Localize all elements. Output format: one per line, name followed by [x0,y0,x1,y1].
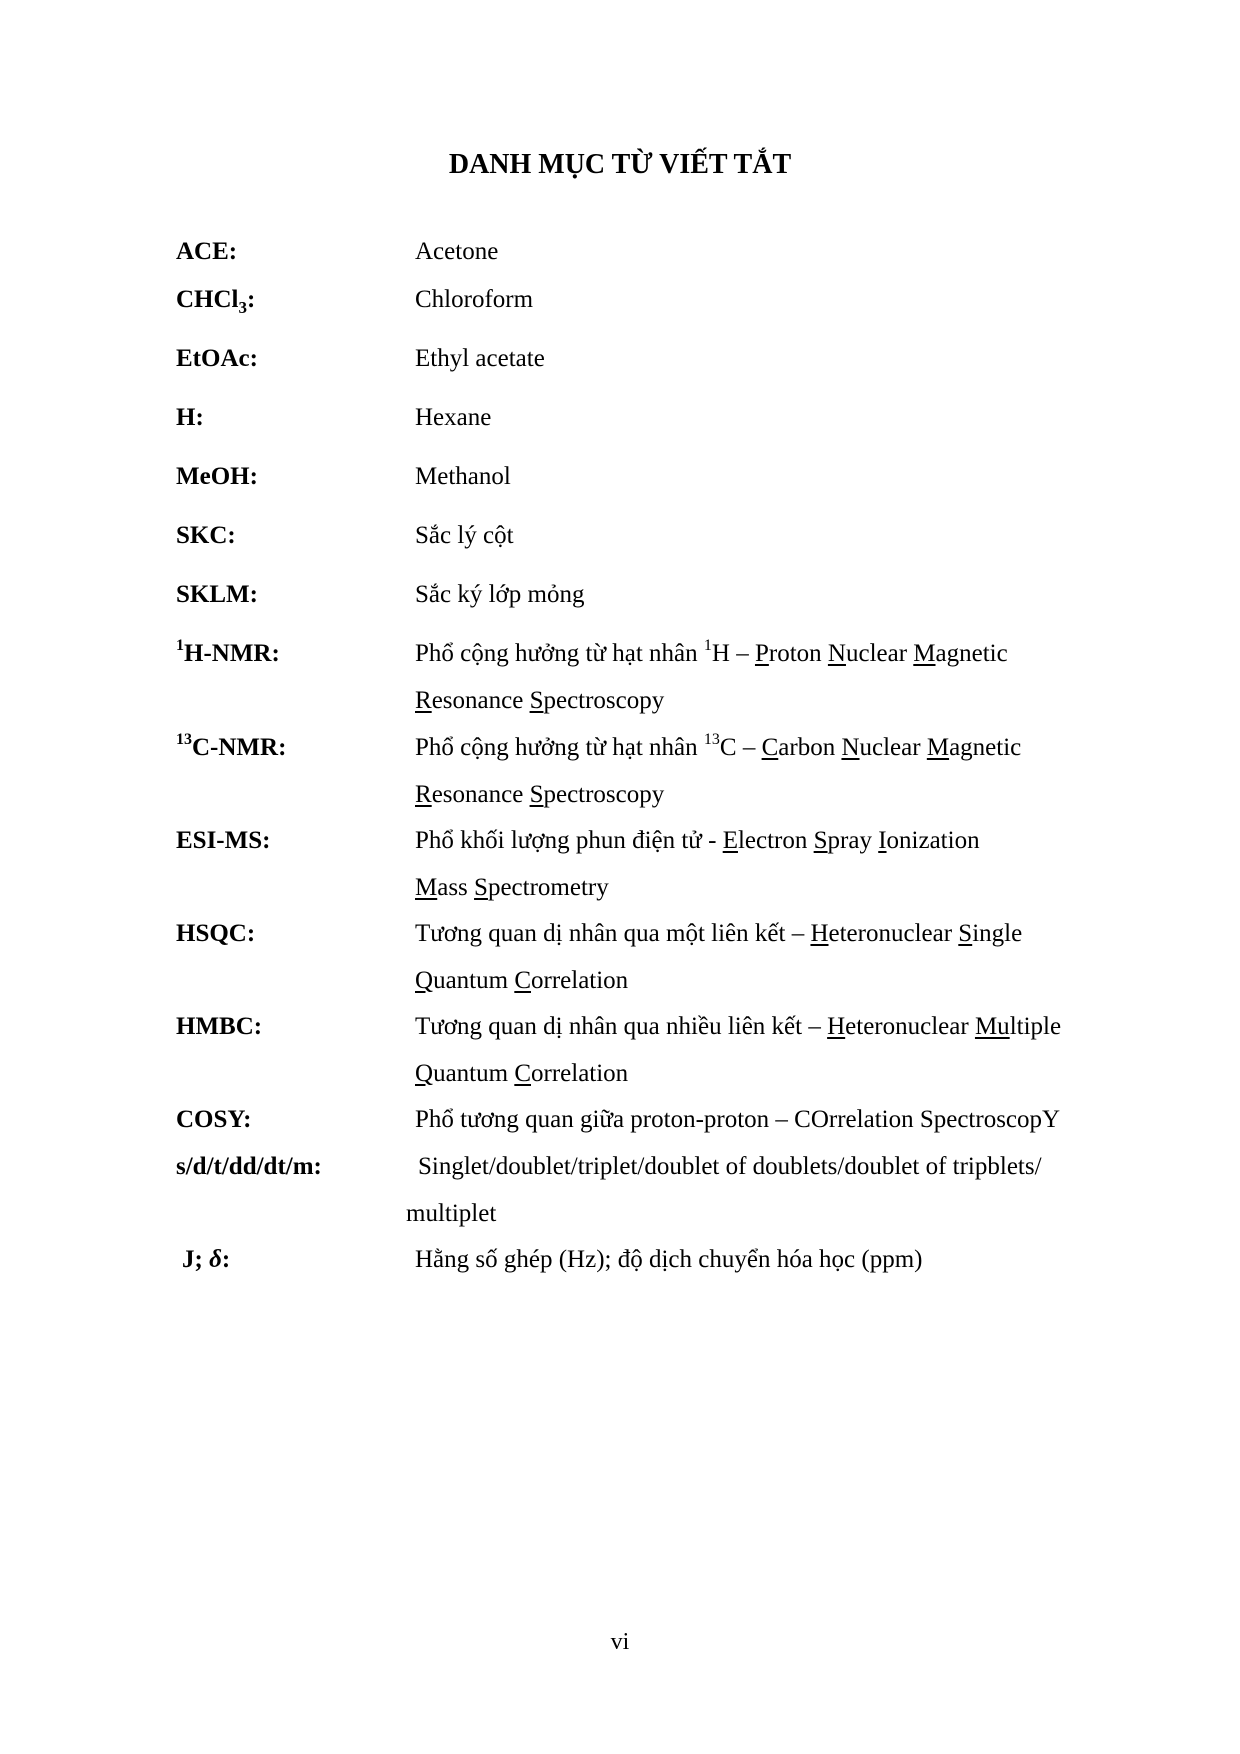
abbreviation-definition: Phổ khối lượng phun điện tử - Electron Spray Ionization Mass Spectrometry [415,827,980,901]
delta-symbol: δ [209,1246,222,1273]
abbreviation-term: SKC: [176,522,236,549]
abbreviation-term: CHCl$_3$: [176,286,256,317]
abbreviation-definition: Phổ cộng hưởng từ hạt nhân $^{13}$C – Carbon Nuclear Magnetic Resonance Spectroscopy [415,730,1022,808]
abbreviation-term: $^{13}$C-NMR: [176,730,287,761]
abbreviation-term: COSY: [176,1106,252,1133]
abbreviation-definition: Ethyl acetate [415,345,545,372]
abbreviation-definition: Phổ cộng hưởng từ hạt nhân $^1$H – Proton Nuclear Magnetic Resonance Spectroscopy [415,636,1008,714]
abbreviation-term: ACE: [176,238,238,265]
abbreviation-definition: Sắc lý cột [415,522,514,549]
abbreviation-definition: Chloroform [415,286,534,313]
abbreviation-definition: Acetone [415,238,499,265]
abbreviation-definition: Singlet/doublet/triplet/doublet of doublets/doublet of tripblets/ multiplet [406,1153,1042,1227]
abbreviation-definition: Methanol [415,463,511,490]
abbreviation-term: ESI-MS: [176,827,271,854]
abbreviation-definition: Phổ tương quan giữa proton-proton – COrrelation SpectroscopY [415,1106,1061,1133]
page-title: DANH MỤC TỪ VIẾT TẮT [448,149,792,180]
abbreviation-term: MeOH: [176,463,258,490]
abbreviation-term: EtOAc: [176,345,258,372]
abbreviation-definition: Hằng số ghép (Hz); độ dịch chuyển hóa học (ppm) [415,1246,923,1273]
abbreviation-term: J; δ: [182,1246,231,1273]
abbreviation-definition: Tương quan dị nhân qua nhiều liên kết – Heteronuclear Multiple Quantum Correlation [415,1013,1062,1087]
abbreviation-term: $^1$H-NMR: [176,636,280,667]
abbreviation-term: HMBC: [176,1013,263,1040]
abbreviation-term: H: [176,404,204,431]
abbreviation-definition: Hexane [415,404,492,431]
abbreviation-term: HSQC: [176,920,256,947]
page-number: vi [610,1629,630,1655]
abbreviation-term: SKLM: [176,581,258,608]
abbreviation-definition: Sắc ký lớp mỏng [415,581,585,608]
abbreviation-definition: Tương quan dị nhân qua một liên kết – Heteronuclear Single Quantum Correlation [415,920,1023,994]
abbreviation-term: s/d/t/dd/dt/m: [176,1153,322,1180]
